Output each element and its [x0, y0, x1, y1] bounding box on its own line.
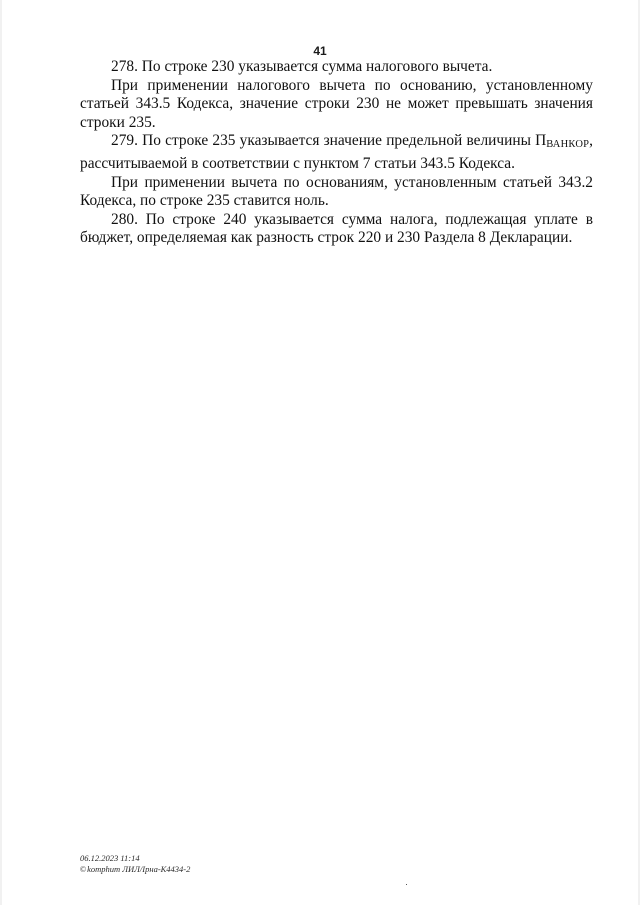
registered-mark-icon: ©	[80, 864, 87, 874]
page-number: 41	[313, 44, 327, 58]
paragraph-279-text-after: , рассчитываемой в соответствии с пунктом 7 статьи 343.5 Кодекса.	[80, 132, 593, 172]
footer-doc-ref-line	[80, 864, 190, 876]
document-footer	[80, 853, 190, 875]
paragraph-279-text-before: 279. По строке 235 указывается значение предельной величины П	[111, 132, 547, 150]
scan-edge-left	[0, 0, 2, 905]
scan-speck	[406, 884, 407, 885]
paragraph-278-note-text: При применении налогового вычета по основанию, установленному статьей 343.5 Кодекса, значение строки 230 не может превышать значения строки 235.	[80, 76, 593, 131]
paragraph-278-text: 278. По строке 230 указывается сумма налогового вычета.	[111, 58, 493, 75]
document-body	[80, 58, 593, 248]
paragraph-280	[80, 211, 593, 248]
paragraph-280-text: 280. По строке 240 указывается сумма налога, подлежащая уплате в бюджет, определяемая как разность строк 220 и 230 Раздела 8 Декларации.	[80, 210, 593, 247]
paragraph-279-subscript: ВАНКОР	[546, 139, 590, 151]
paragraph-278-note	[80, 77, 593, 133]
paragraph-279-note	[80, 174, 593, 211]
footer-doc-ref: komphum ЛИЛ/Iрна-К4434-2	[87, 863, 191, 874]
paragraph-279-note-text: При применении вычета по основаниям, установленным статьей 343.2 Кодекса, по строке 235 ставится ноль.	[80, 173, 593, 210]
paragraph-279	[80, 132, 593, 173]
paragraph-278	[80, 58, 593, 77]
footer-timestamp: 06.12.2023 11:14	[80, 853, 140, 863]
